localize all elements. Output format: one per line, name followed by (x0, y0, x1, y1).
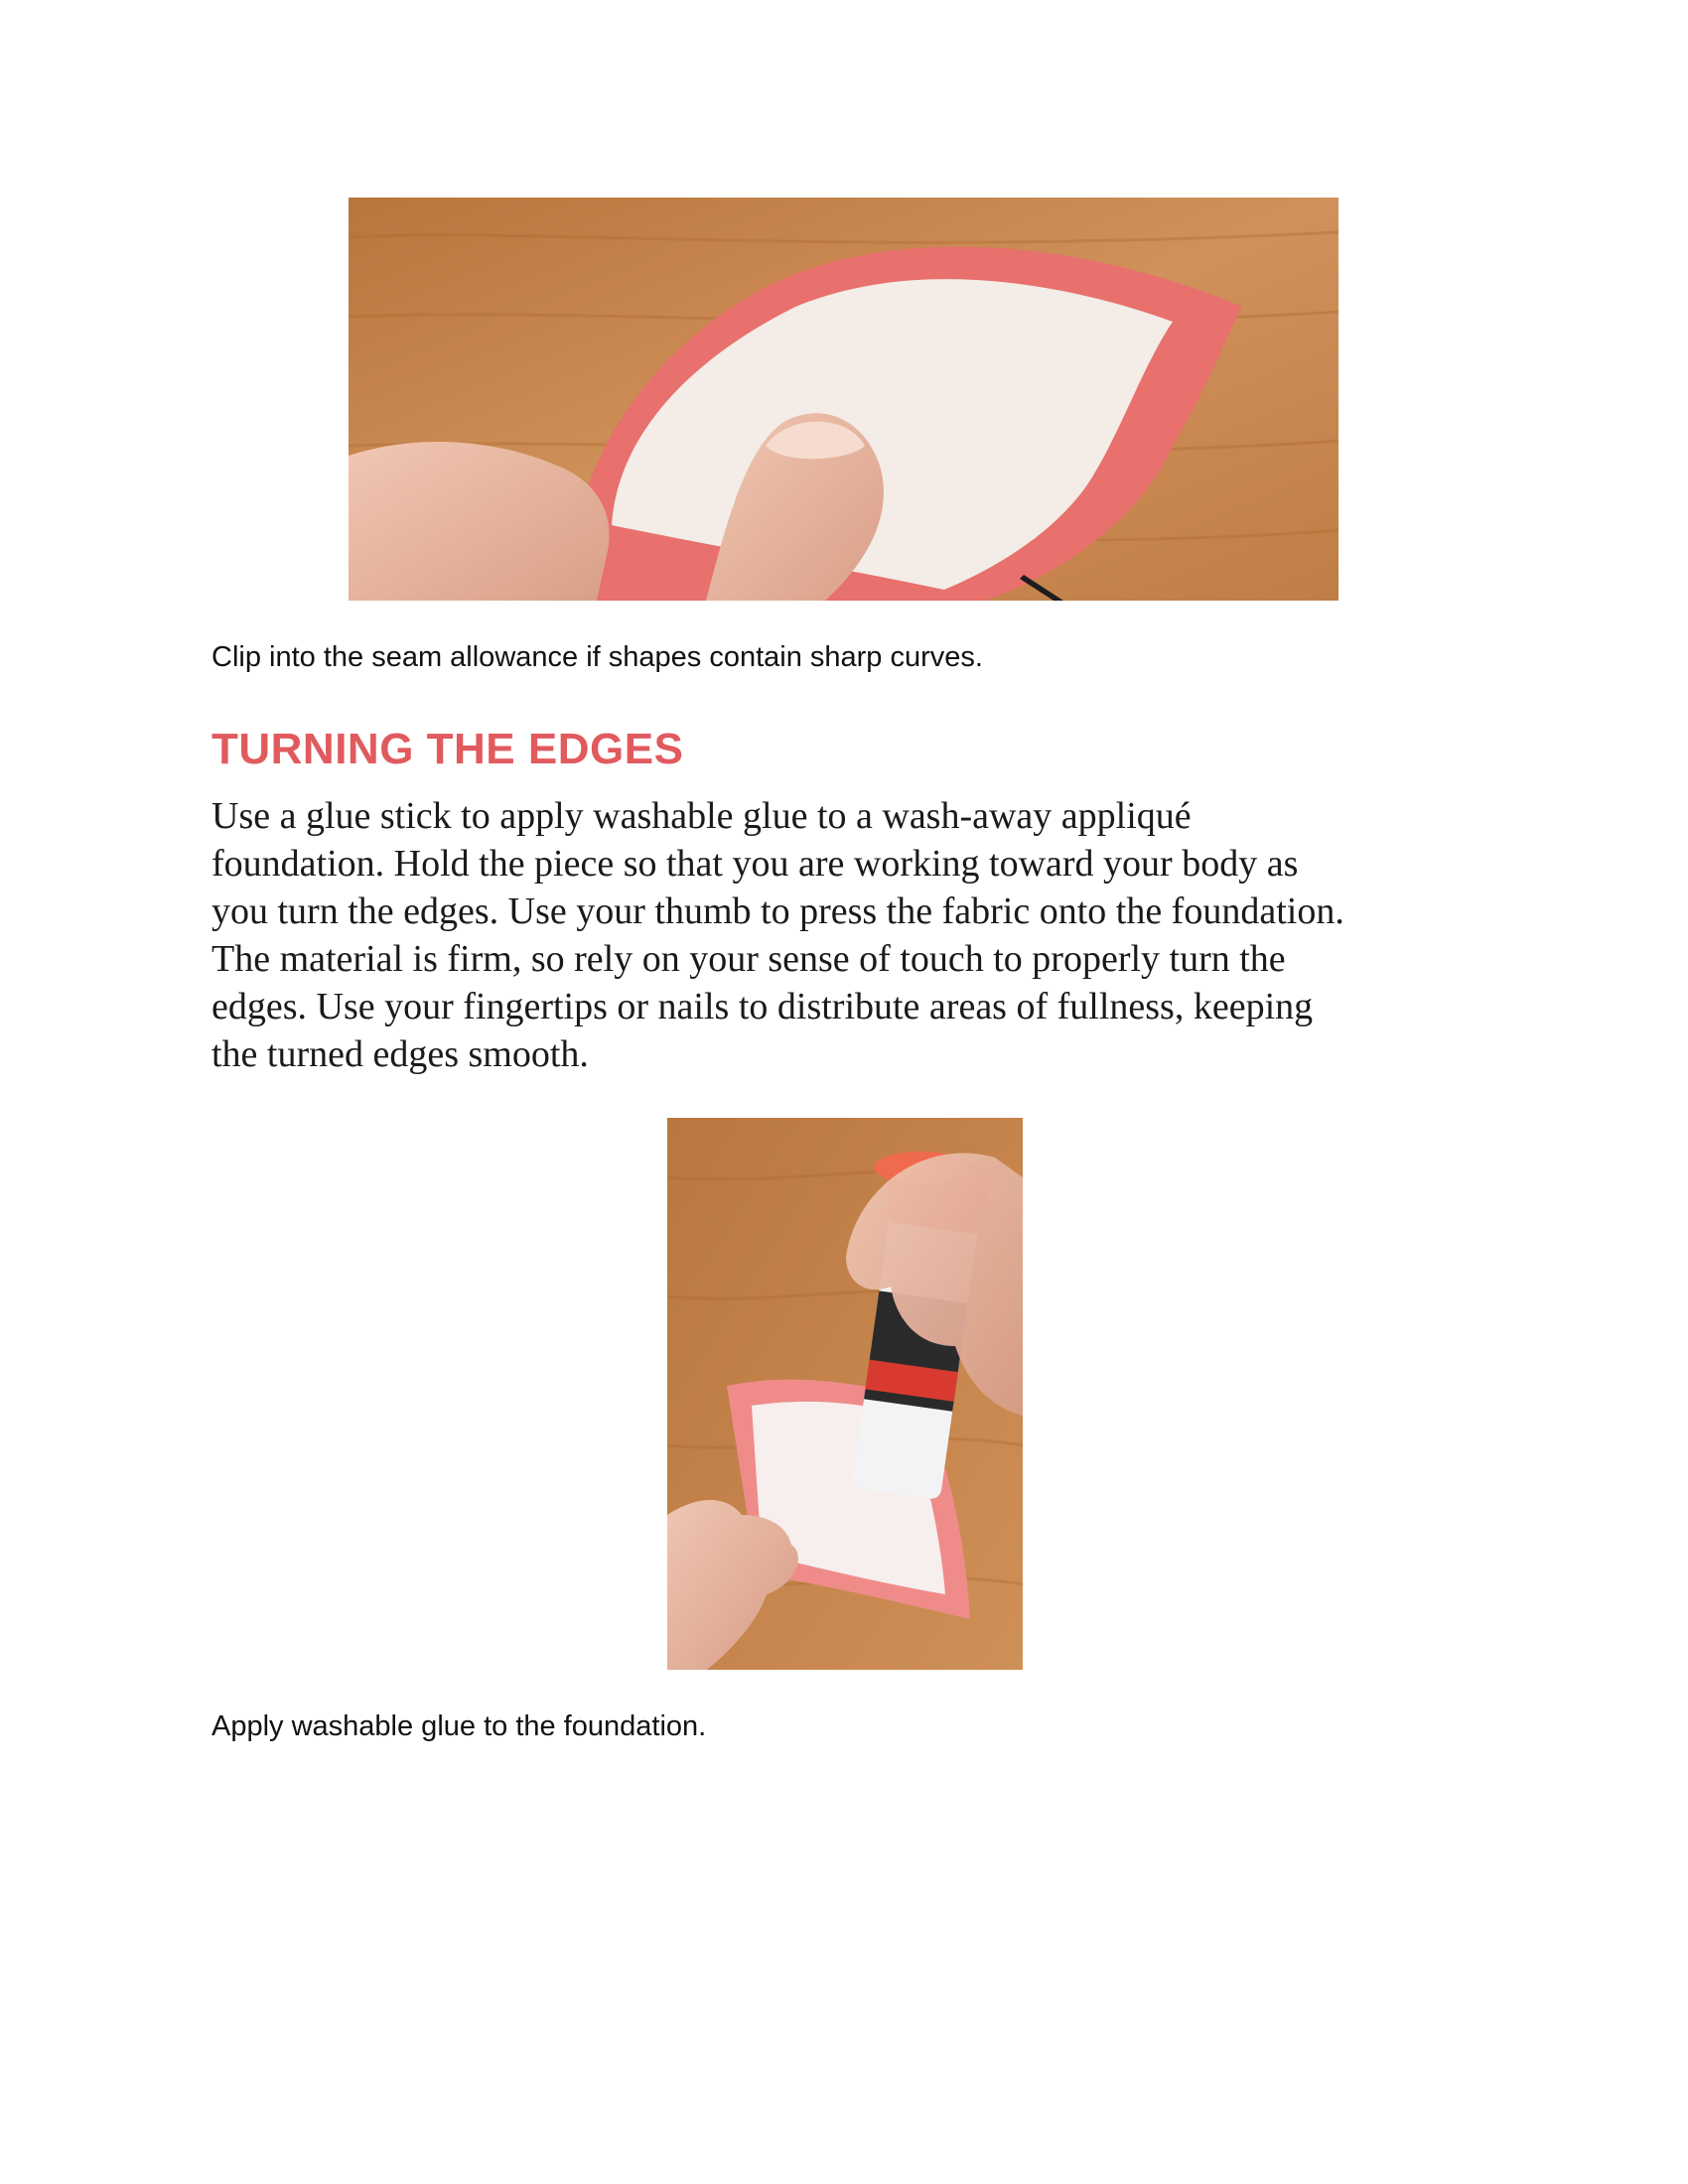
paragraph-line: The material is firm, so rely on your sense of touch to properly turn the (211, 938, 1286, 980)
paragraph-line: the turned edges smooth. (211, 1033, 589, 1075)
paragraph-line: foundation. Hold the piece so that you are working toward your body as (211, 843, 1299, 885)
figure-caption: Apply washable glue to the foundation. (211, 1710, 707, 1742)
photo-applying-glue-stick (667, 1118, 1023, 1670)
paragraph-line: edges. Use your fingertips or nails to distribute areas of fullness, keeping (211, 986, 1314, 1027)
photo-clipping-seam-allowance (349, 198, 1338, 601)
section-heading: TURNING THE EDGES (211, 725, 684, 773)
paragraph-line: Use a glue stick to apply washable glue to a wash-away appliqué (211, 795, 1192, 837)
figure-caption: Clip into the seam allowance if shapes contain sharp curves. (211, 641, 983, 673)
paragraph-line: you turn the edges. Use your thumb to press the fabric onto the foundation. (211, 890, 1344, 932)
section-paragraph (211, 792, 1482, 1078)
